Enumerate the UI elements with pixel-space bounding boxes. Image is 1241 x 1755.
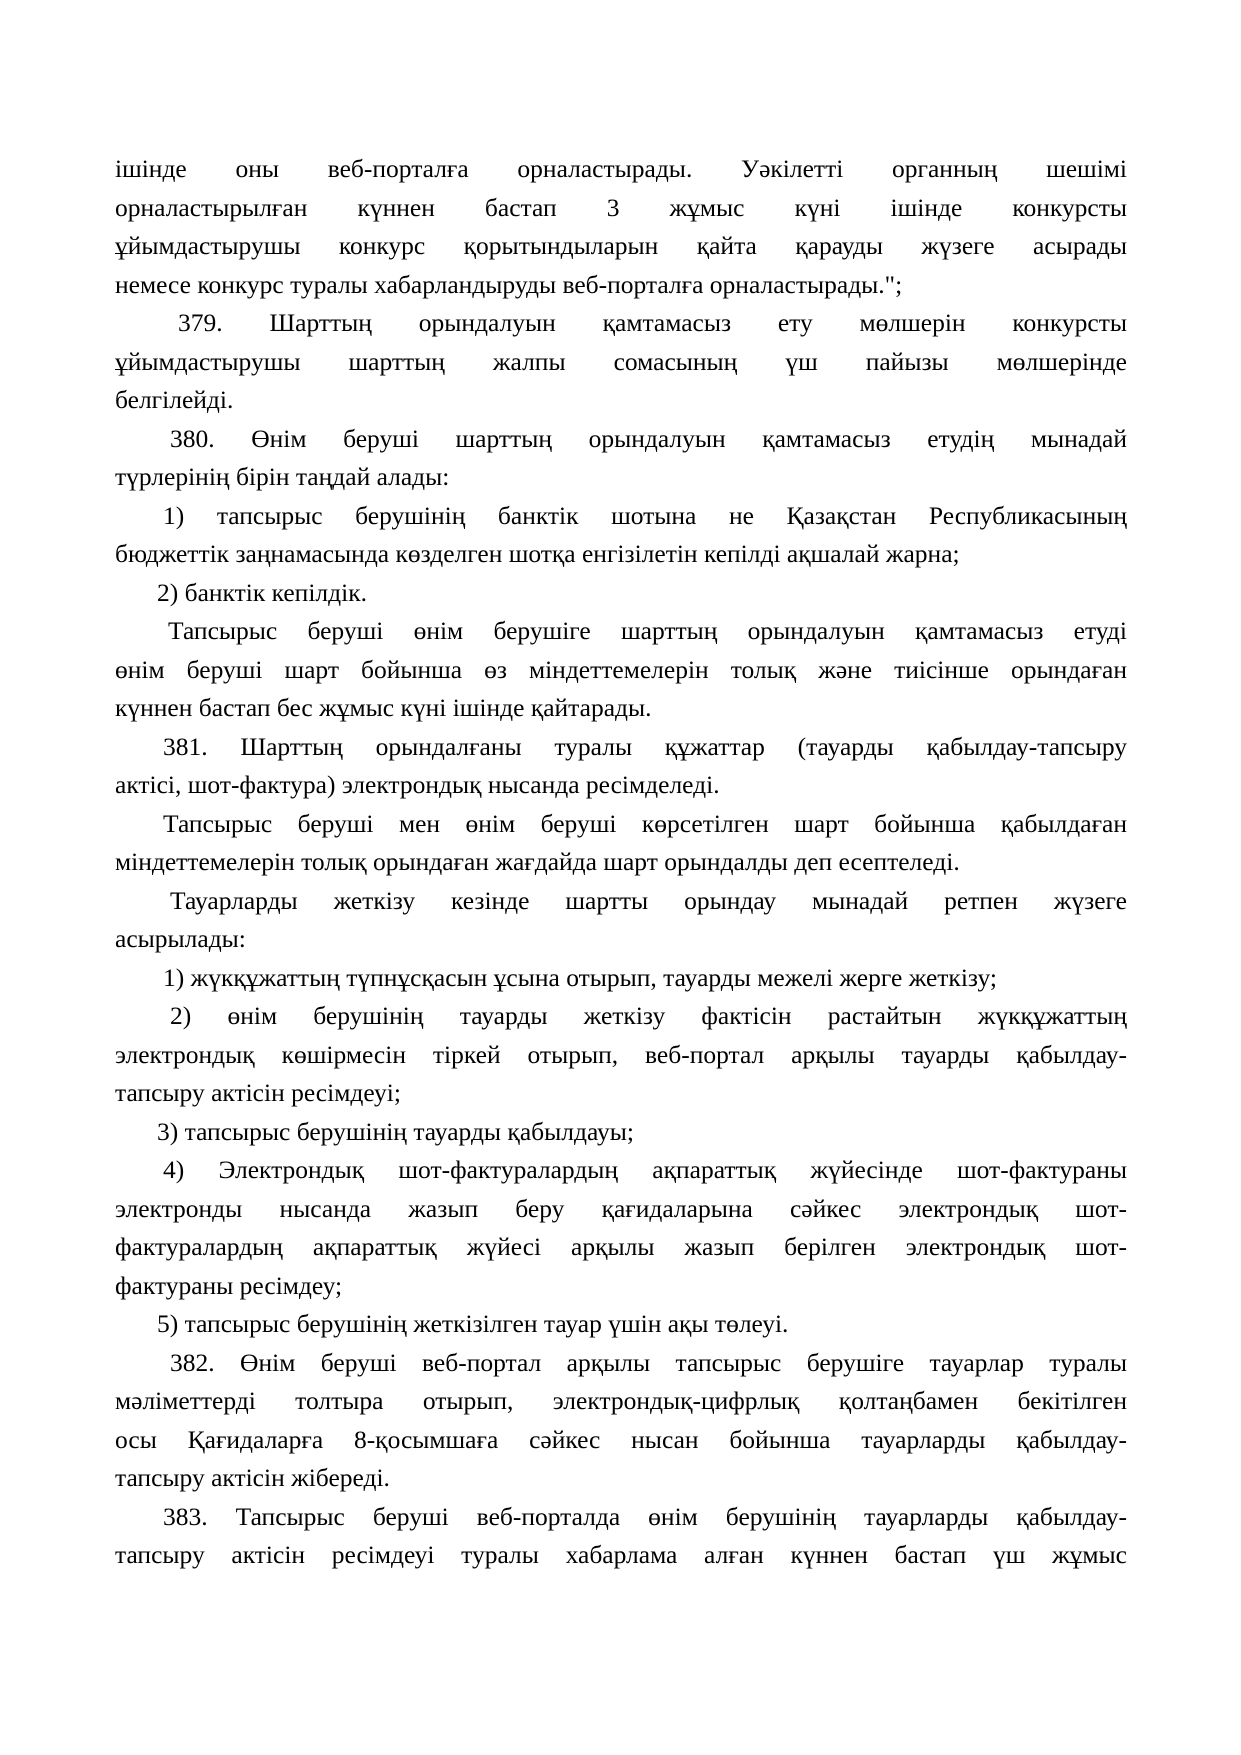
text-line: электрондық көшірмесін тіркей отырып, веб-портал арқылы тауарды қабылдау- xyxy=(115,1039,1127,1069)
list-item-1: 1) жүкқұжаттың түпнұсқасын ұсына отырып, тауарды межелі жерге жеткізу; xyxy=(163,962,997,992)
list-item-4: 4) Электрондық шот-фактуралардың ақпараттық жүйесінде шот-фактураны xyxy=(163,1155,1127,1184)
text-line: белгілейді. xyxy=(115,385,234,414)
text-line: электронды нысанда жазып беру қағидаларына сәйкес электрондық шот- xyxy=(115,1193,1127,1223)
paragraph-381-start: 381. Шарттың орындалғаны туралы құжаттар (тауарды қабылдау-тапсыру xyxy=(163,731,1127,761)
text-line: тапсыру актісін ресімдеуі; xyxy=(115,1078,401,1107)
paragraph-start: Тапсырыс беруші өнім берушіге шарттың орындалуын қамтамасыз етуді xyxy=(168,616,1127,645)
text-line: орналастырылған күннен бастап 3 жұмыс күні ішінде конкурсты xyxy=(115,192,1127,222)
text-line: тапсыру актісін жібереді. xyxy=(115,1463,390,1492)
text-line: осы Қағидаларға 8-қосымшаға сәйкес нысан бойынша тауарларды қабылдау- xyxy=(115,1424,1127,1454)
list-item-3: 3) тапсырыс берушінің тауарды қабылдауы; xyxy=(157,1116,634,1146)
text-line: асырылады: xyxy=(115,924,246,953)
text-line: фактураны ресімдеу; xyxy=(115,1270,343,1300)
text-line: күннен бастап бес жұмыс күні ішінде қайтарады. xyxy=(115,693,652,722)
text-line: тапсыру актісін ресімдеуі туралы хабарлама алған күннен бастап үш жұмыс xyxy=(115,1540,1127,1569)
text-line: актісі, шот-фактура) электрондық нысанда ресімделеді. xyxy=(115,770,720,799)
paragraph-start: Тауарларды жеткізу кезінде шартты орындау мынадай ретпен жүзеге xyxy=(170,885,1127,915)
paragraph-start: Тапсырыс беруші мен өнім беруші көрсетілген шарт бойынша қабылдаған xyxy=(163,808,1127,838)
text-line: ұйымдастырушы шарттың жалпы сомасының үш пайызы мөлшерінде xyxy=(115,346,1127,376)
text-line: ұйымдастырушы конкурс қорытындыларын қайта қарауды жүзеге асырады xyxy=(115,231,1127,260)
text-line: түрлерінің бірін таңдай алады: xyxy=(115,462,450,491)
paragraph-382-start: 382. Өнім беруші веб-портал арқылы тапсырыс берушіге тауарлар туралы xyxy=(170,1347,1127,1377)
text-line: немесе конкурс туралы хабарландыруды веб-порталға орналастырады."; xyxy=(115,269,903,299)
list-item-2: 2) өнім берушінің тауарды жеткізу фактісін растайтын жүкқұжаттың xyxy=(170,1001,1127,1030)
document-body xyxy=(115,150,1127,1575)
text-line: бюджеттік заңнамасында көзделген шотқа енгізілетін кепілді ақшалай жарна; xyxy=(115,539,960,568)
paragraph-380-start: 380. Өнім беруші шарттың орындалуын қамтамасыз етудің мынадай xyxy=(170,423,1127,453)
text-line: міндеттемелерін толық орындаған жағдайда шарт орындалды деп есептеледі. xyxy=(115,847,960,876)
text-line: ішінде оны веб-порталға орналастырады. Уәкілетті органның шешімі xyxy=(115,154,1127,183)
text-line: фактуралардың ақпараттық жүйесі арқылы жазып берілген электрондық шот- xyxy=(115,1232,1127,1261)
text-line: өнім беруші шарт бойынша өз міндеттемелерін толық және тиісінше орындаған xyxy=(115,654,1127,684)
list-item-2: 2) банктік кепілдік. xyxy=(157,577,367,607)
paragraph-383-start: 383. Тапсырыс беруші веб-порталда өнім берушінің тауарларды қабылдау- xyxy=(163,1501,1127,1531)
text-line: мәліметтерді толтыра отырып, электрондық-цифрлық қолтаңбамен бекітілген xyxy=(115,1386,1127,1415)
list-item-1: 1) тапсырыс берушінің банктік шотына не Қазақстан Республикасының xyxy=(163,500,1127,530)
list-item-5: 5) тапсырыс берушінің жеткізілген тауар үшін ақы төлеуі. xyxy=(157,1309,789,1338)
paragraph-379-start: 379. Шарттың орындалуын қамтамасыз ету мөлшерін конкурсты xyxy=(178,308,1127,337)
